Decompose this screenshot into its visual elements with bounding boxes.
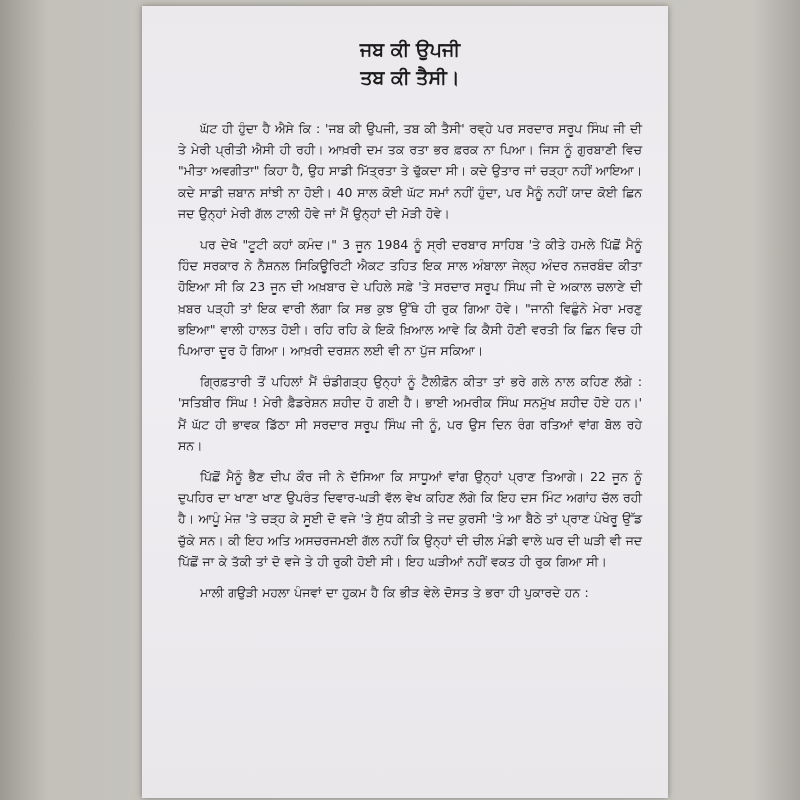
- paragraph-2: ਪਰ ਦੇਖੋ "ਟੂਟੀ ਕਹਾਂ ਕਮੰਦ।" 3 ਜੂਨ 1984 ਨੂੰ ਸ੍ਰੀ ਦਰਬਾਰ ਸਾਹਿਬ 'ਤੇ ਕੀਤੇ ਹਮਲੇ ਪਿੱਛੋਂ ਮੈਨੂੰ ਹਿੰਦ ਸਰਕਾਰ ਨੇ ਨੈਸ਼ਨਲ ਸਿਕਿਊਰਿਟੀ ਐਕਟ ਤਹਿਤ ਇਕ ਸਾਲ ਅੰਬਾਲਾ ਜੇਲ੍ਹ ਅੰਦਰ ਨਜ਼ਰਬੰਦ ਕੀਤਾ ਹੋਇਆ ਸੀ ਕਿ 23 ਜੂਨ ਦੀ ਅਖ਼ਬਾਰ ਦੇ ਪਹਿਲੇ ਸਫ਼ੇ 'ਤੇ ਸਰਦਾਰ ਸਰੂਪ ਸਿੰਘ ਜੀ ਦੇ ਅਕਾਲ ਚਲਾਣੇ ਦੀ ਖ਼ਬਰ ਪੜ੍ਹੀ ਤਾਂ ਇਕ ਵਾਰੀ ਲੱਗਾ ਕਿ ਸਭ ਕੁਝ ਉੱਥੇ ਹੀ ਰੁਕ ਗਿਆ ਹੋਵੇ। "ਜਾਨੀ ਵਿਛੁੰਨੇ ਮੇਰਾ ਮਰਣੁ ਭਇਆ" ਵਾਲੀ ਹਾਲਤ ਹੋਈ। ਰਹਿ ਰਹਿ ਕੇ ਇਕੋ ਖ਼ਿਆਲ ਆਵੇ ਕਿ ਕੈਸੀ ਹੋਣੀ ਵਰਤੀ ਕਿ ਛਿਨ ਵਿਚ ਹੀ ਪਿਆਰਾ ਦੂਰ ਹੋ ਗਿਆ। ਆਖ਼ਰੀ ਦਰਸ਼ਨ ਲਈ ਵੀ ਨਾ ਪੁੱਜ ਸਕਿਆ।: [178, 237, 643, 359]
- page-title: [178, 36, 642, 92]
- title-line-2: ਤਬ ਕੀ ਤੈਸੀ।: [360, 67, 460, 89]
- paragraph-5: ਮਾਲੀ ਗਉੜੀ ਮਹਲਾ ਪੰਜਵਾਂ ਦਾ ਹੁਕਮ ਹੈ ਕਿ ਭੀੜ ਵੇਲੇ ਦੋਸਤ ਤੇ ਭਰਾ ਹੀ ਪੁਕਾਰਦੇ ਹਨ :: [200, 585, 589, 601]
- paragraph-1: ਘੱਟ ਹੀ ਹੁੰਦਾ ਹੈ ਐਸੇ ਕਿ : 'ਜਬ ਕੀ ਉਪਜੀ, ਤਬ ਕੀ ਤੈਸੀ' ਰਵ੍ਹੇ ਪਰ ਸਰਦਾਰ ਸਰੂਪ ਸਿੰਘ ਜੀ ਦੀ ਤੇ ਮੇਰੀ ਪ੍ਰੀਤੀ ਐਸੀ ਹੀ ਰਹੀ। ਆਖ਼ਰੀ ਦਮ ਤਕ ਰਤਾ ਭਰ ਫ਼ਰਕ ਨਾ ਪਿਆ। ਜਿਸ ਨੂੰ ਗੁਰਬਾਣੀ ਵਿਚ "ਮੀਤਾ ਅਵਗੀਤਾ" ਕਿਹਾ ਹੈ, ਉਹ ਸਾਡੀ ਮਿੱਤ੍ਰਤਾ ਤੇ ਢੁੱਕਦਾ ਸੀ। ਕਦੇ ਉਤਾਰ ਜਾਂ ਚੜ੍ਹਾ ਨਹੀਂ ਆਇਆ। ਕਦੇ ਸਾਡੀ ਜ਼ਬਾਨ ਸਾਂਝੀ ਨਾ ਹੋਈ। 40 ਸਾਲ ਕੋਈ ਘੱਟ ਸਮਾਂ ਨਹੀਂ ਹੁੰਦਾ, ਪਰ ਮੈਨੂੰ ਨਹੀਂ ਯਾਦ ਕੋਈ ਛਿਨ ਜਦ ਉਨ੍ਹਾਂ ਮੇਰੀ ਗੱਲ ਟਾਲੀ ਹੋਵੇ ਜਾਂ ਮੈਂ ਉਨ੍ਹਾਂ ਦੀ ਮੋੜੀ ਹੋਵੇ।: [178, 121, 642, 221]
- paragraph-3: ਗ੍ਰਿਫ਼ਤਾਰੀ ਤੋਂ ਪਹਿਲਾਂ ਮੈਂ ਚੰਡੀਗੜ੍ਹ ਉਨ੍ਹਾਂ ਨੂੰ ਟੈਲੀਫ਼ੋਨ ਕੀਤਾ ਤਾਂ ਭਰੇ ਗਲੇ ਨਾਲ ਕਹਿਣ ਲੱਗੇ : 'ਸਤਿਬੀਰ ਸਿੰਘ ! ਮੇਰੀ ਫ਼ੈਡਰੇਸ਼ਨ ਸ਼ਹੀਦ ਹੋ ਗਈ ਹੈ। ਭਾਈ ਅਮਰੀਕ ਸਿੰਘ ਸਨਮੁੱਖ ਸ਼ਹੀਦ ਹੋਏ ਹਨ।' ਮੈਂ ਘੱਟ ਹੀ ਭਾਵਕ ਡਿੱਠਾ ਸੀ ਸਰਦਾਰ ਸਰੂਪ ਸਿੰਘ ਜੀ ਨੂੰ, ਪਰ ਉਸ ਦਿਨ ਰੰਗ ਰਤਿਆਂ ਵਾਂਗ ਬੋਲ ਰਹੇ ਸਨ।: [178, 374, 642, 453]
- book-page: [142, 6, 668, 798]
- paragraph-4: ਪਿੱਛੋਂ ਮੈਨੂੰ ਭੈਣ ਦੀਪ ਕੌਰ ਜੀ ਨੇ ਦੱਸਿਆ ਕਿ ਸਾਧੂਆਂ ਵਾਂਗ ਉਨ੍ਹਾਂ ਪ੍ਰਾਣ ਤਿਆਗੇ। 22 ਜੂਨ ਨੂੰ ਦੁਪਹਿਰ ਦਾ ਖਾਣਾ ਖਾਣ ਉਪਰੰਤ ਦਿਵਾਰ-ਘੜੀ ਵੱਲ ਵੇਖ ਕਹਿਣ ਲੱਗੇ ਕਿ ਇਹ ਦਸ ਮਿੰਟ ਅਗਾਂਹ ਚੱਲ ਰਹੀ ਹੈ। ਆਪੂੰ ਮੇਜ਼ 'ਤੇ ਚੜ੍ਹ ਕੇ ਸੂਈ ਦੋ ਵਜੇ 'ਤੇ ਸੁੱਧ ਕੀਤੀ ਤੇ ਜਦ ਕੁਰਸੀ 'ਤੇ ਆ ਬੈਠੇ ਤਾਂ ਪ੍ਰਾਣ ਪੰਖੇਰੂ ਉੱਡ ਚੁੱਕੇ ਸਨ। ਕੀ ਇਹ ਅਤਿ ਅਸਚਰਜਮਈ ਗੱਲ ਨਹੀਂ ਕਿ ਉਨ੍ਹਾਂ ਦੀ ਚੀਲ ਮੰਡੀ ਵਾਲੇ ਘਰ ਦੀ ਘੜੀ ਵੀ ਜਦ ਪਿੱਛੋਂ ਜਾ ਕੇ ਤੱਕੀ ਤਾਂ ਦੋ ਵਜੇ ਤੇ ਹੀ ਰੁਕੀ ਹੋਈ ਸੀ। ਇਹ ਘੜੀਆਂ ਨਹੀਂ ਵਕਤ ਹੀ ਰੁਕ ਗਿਆ ਸੀ।: [178, 469, 642, 569]
- title-line-1: ਜਬ ਕੀ ਉਪਜੀ: [359, 39, 461, 61]
